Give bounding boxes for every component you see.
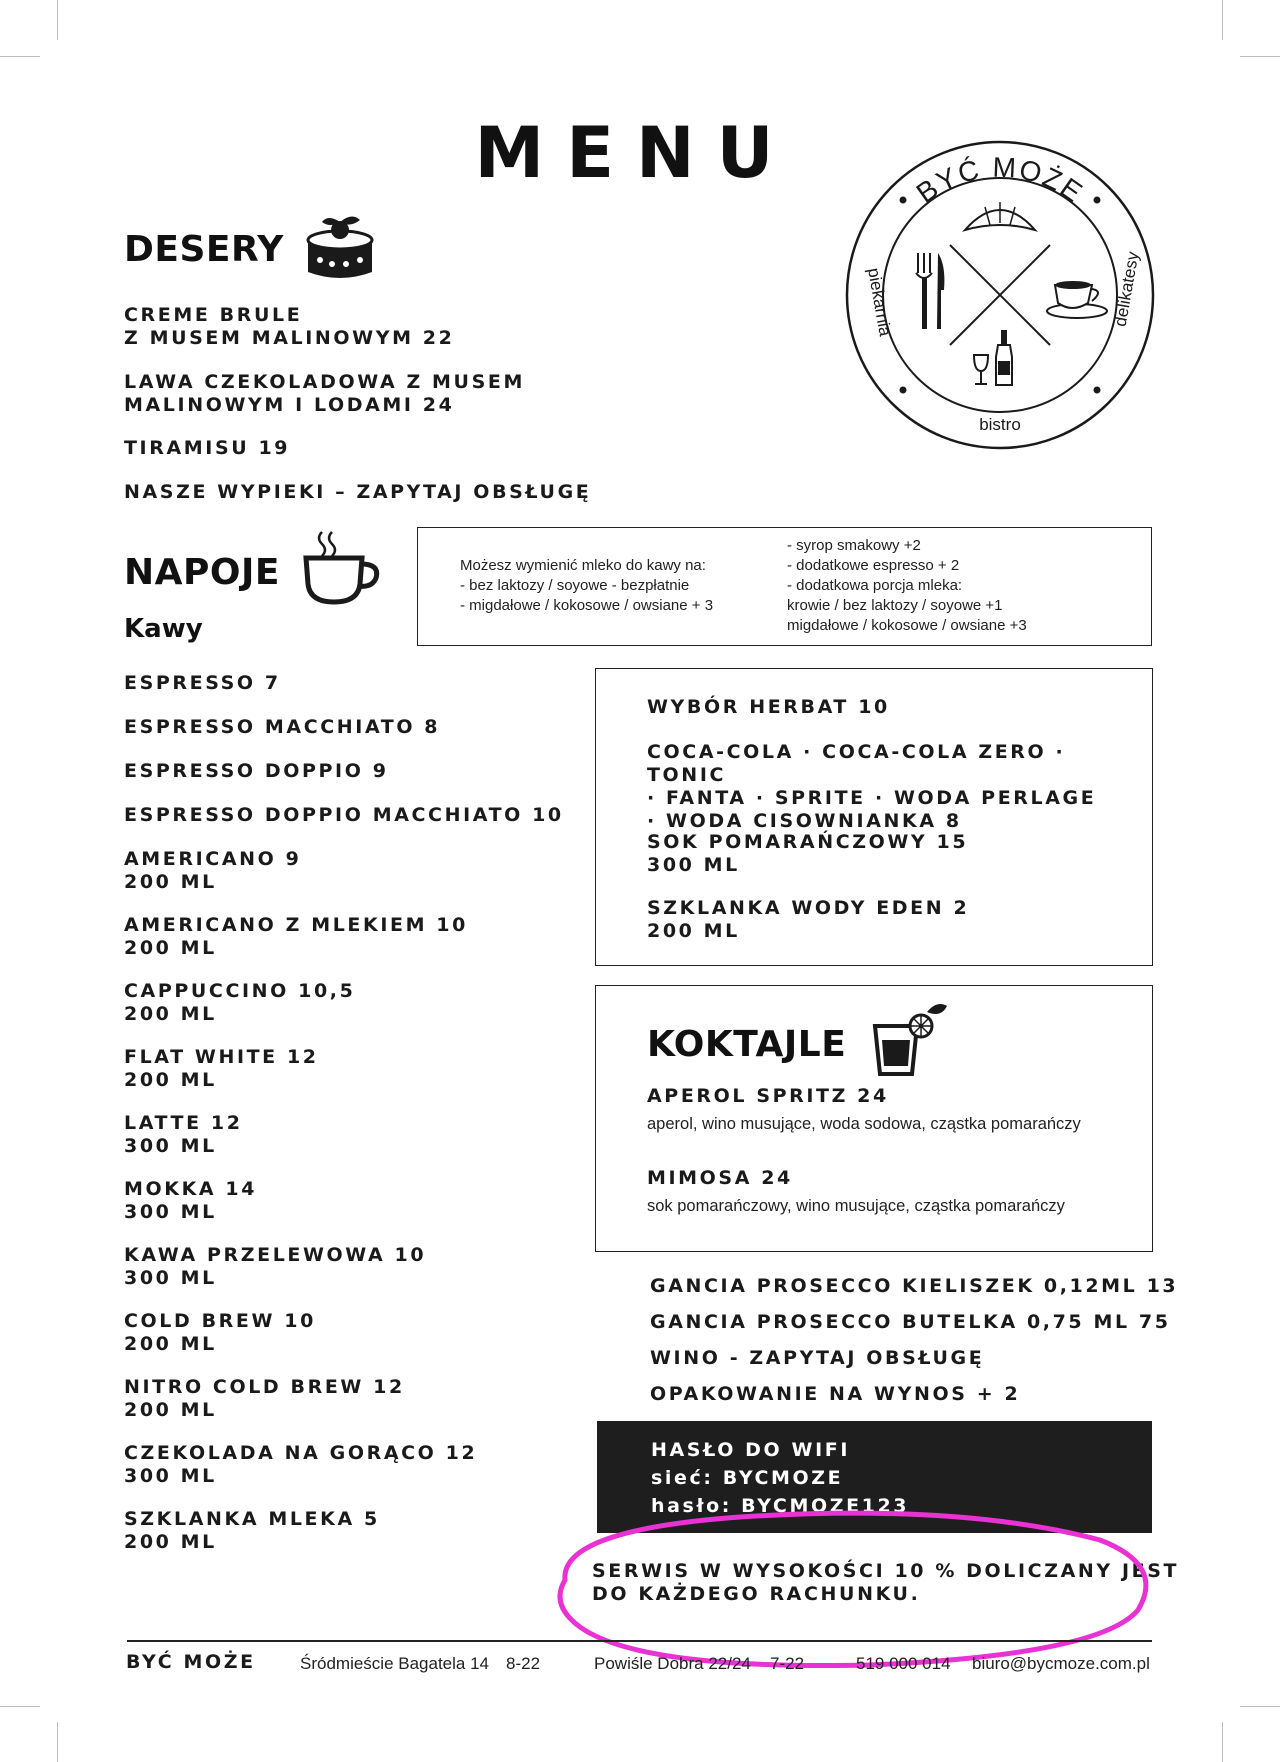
cocktail-glass-icon (871, 1000, 951, 1078)
crop-mark (1240, 56, 1280, 57)
list-item: ESPRESSO DOPPIO MACCHIATO 10 (124, 804, 564, 826)
list-item: NITRO COLD BREW 12 200 ML (124, 1376, 405, 1421)
list-item: COLD BREW 10 200 ML (124, 1310, 316, 1355)
cocktail-name: APEROL SPRITZ 24 (647, 1085, 889, 1107)
list-item: FLAT WHITE 12 200 ML (124, 1046, 319, 1091)
list-item: GANCIA PROSECCO KIELISZEK 0,12ML 13 (650, 1275, 1179, 1297)
milk-options-left: Możesz wymienić mleko do kawy na: - bez laktozy / soyowe - bezpłatnie - migdałowe / kokosowe / owsiane + 3 (460, 557, 714, 614)
list-item: GANCIA PROSECCO BUTELKA 0,75 ML 75 (650, 1311, 1171, 1333)
list-item: WINO - ZAPYTAJ OBSŁUGĘ (650, 1347, 985, 1369)
list-item: AMERICANO 9 200 ML (124, 848, 302, 893)
footer-location: Śródmieście Bagatela 14 (300, 1654, 490, 1673)
crop-mark (1240, 1706, 1280, 1707)
footer-hours: 7-22 (770, 1654, 805, 1673)
coffee-cup-icon (1047, 281, 1107, 318)
page-title: MENU (474, 112, 796, 194)
footer-brand: BYĆ MOŻE (126, 1651, 256, 1673)
cocktail-description: sok pomarańczowy, wino musujące, cząstka pomarańczy (647, 1197, 1065, 1215)
list-item: AMERICANO Z MLEKIEM 10 200 ML (124, 914, 468, 959)
logo-name-text: BYĆ MOŻE (910, 151, 1090, 209)
croissant-icon (965, 202, 1035, 230)
service-note: SERWIS W WYSOKOŚCI 10 % DOLICZANY JEST DO KAŻDEGO RACHUNKU. (592, 1560, 1180, 1605)
cocktail-description: aperol, wino musujące, woda sodowa, cząstka pomarańczy (647, 1115, 1081, 1133)
milk-options-box (417, 527, 1152, 646)
list-item: CREME BRULE Z MUSEM MALINOWYM 22 (124, 304, 455, 349)
wine-bottle-icon (974, 330, 1012, 385)
list-item: ESPRESSO MACCHIATO 8 (124, 716, 441, 738)
list-item: SOK POMARAŃCZOWY 15 300 ML (647, 831, 969, 876)
crop-mark (0, 56, 40, 57)
desery-heading: DESERY (124, 229, 284, 270)
list-item: MOKKA 14 300 ML (124, 1178, 258, 1223)
crop-mark (1222, 0, 1223, 40)
koktajle-box (595, 985, 1153, 1252)
footer-divider (127, 1640, 1152, 1642)
list-item: LAWA CZEKOLADOWA Z MUSEM MALINOWYM I LODAMI 24 (124, 371, 525, 416)
footer-hours: 8-22 (506, 1654, 541, 1673)
list-item: CAPPUCCINO 10,5 200 ML (124, 980, 356, 1025)
koktajle-heading: KOKTAJLE (647, 1024, 847, 1065)
list-item: LATTE 12 300 ML (124, 1112, 243, 1157)
wifi-title: HASŁO DO WIFI (651, 1439, 850, 1461)
crop-mark (57, 1722, 58, 1762)
milk-options-right: - syrop smakowy +2 - dodatkowe espresso + 2 - dodatkowa porcja mleka: krowie / bez laktozy / soyowe +1 migdałowe / kokosowe / owsiane +3 (787, 537, 1027, 634)
list-item: ESPRESSO DOPPIO 9 (124, 760, 389, 782)
list-item: COCA-COLA · COCA-COLA ZERO · TONIC · FANTA · SPRITE · WODA PERLAGE · WODA CISOWNIANKA 8 (647, 741, 1097, 832)
coffee-cup-icon (300, 528, 385, 606)
cutlery-icon (916, 253, 944, 329)
logo-bottom-word: bistro (979, 415, 1021, 434)
kawy-subheading: Kawy (124, 614, 203, 644)
cake-icon (300, 210, 380, 285)
list-item: SZKLANKA MLEKA 5 200 ML (124, 1508, 380, 1553)
crop-mark (57, 0, 58, 40)
wifi-box (597, 1421, 1152, 1533)
wifi-password: hasło: BYCMOZE123 (651, 1495, 910, 1517)
crop-mark (0, 1706, 40, 1707)
footer-email[interactable]: biuro@bycmoze.com.pl (972, 1654, 1150, 1673)
logo (840, 135, 1160, 455)
cocktail-name: MIMOSA 24 (647, 1167, 793, 1189)
drinks-box (595, 668, 1153, 966)
wifi-network: sieć: BYCMOZE (651, 1467, 844, 1489)
list-item: ESPRESSO 7 (124, 672, 281, 694)
crop-mark (1222, 1722, 1223, 1762)
napoje-heading: NAPOJE (124, 552, 280, 593)
list-item: OPAKOWANIE NA WYNOS + 2 (650, 1383, 1021, 1405)
logo-left-word: piekarnia (864, 266, 895, 338)
footer-phone: 519 000 014 (856, 1654, 951, 1673)
list-item: KAWA PRZELEWOWA 10 300 ML (124, 1244, 427, 1289)
footer-location: Powiśle Dobra 22/24 (594, 1654, 751, 1673)
logo-name (911, 151, 1090, 208)
list-item: NASZE WYPIEKI – ZAPYTAJ OBSŁUGĘ (124, 481, 592, 503)
logo-right-word: delikatesy (1110, 250, 1143, 328)
list-item: WYBÓR HERBAT 10 (647, 696, 890, 718)
list-item: SZKLANKA WODY EDEN 2 200 ML (647, 897, 970, 942)
list-item: CZEKOLADA NA GORĄCO 12 300 ML (124, 1442, 478, 1487)
list-item: TIRAMISU 19 (124, 437, 291, 459)
